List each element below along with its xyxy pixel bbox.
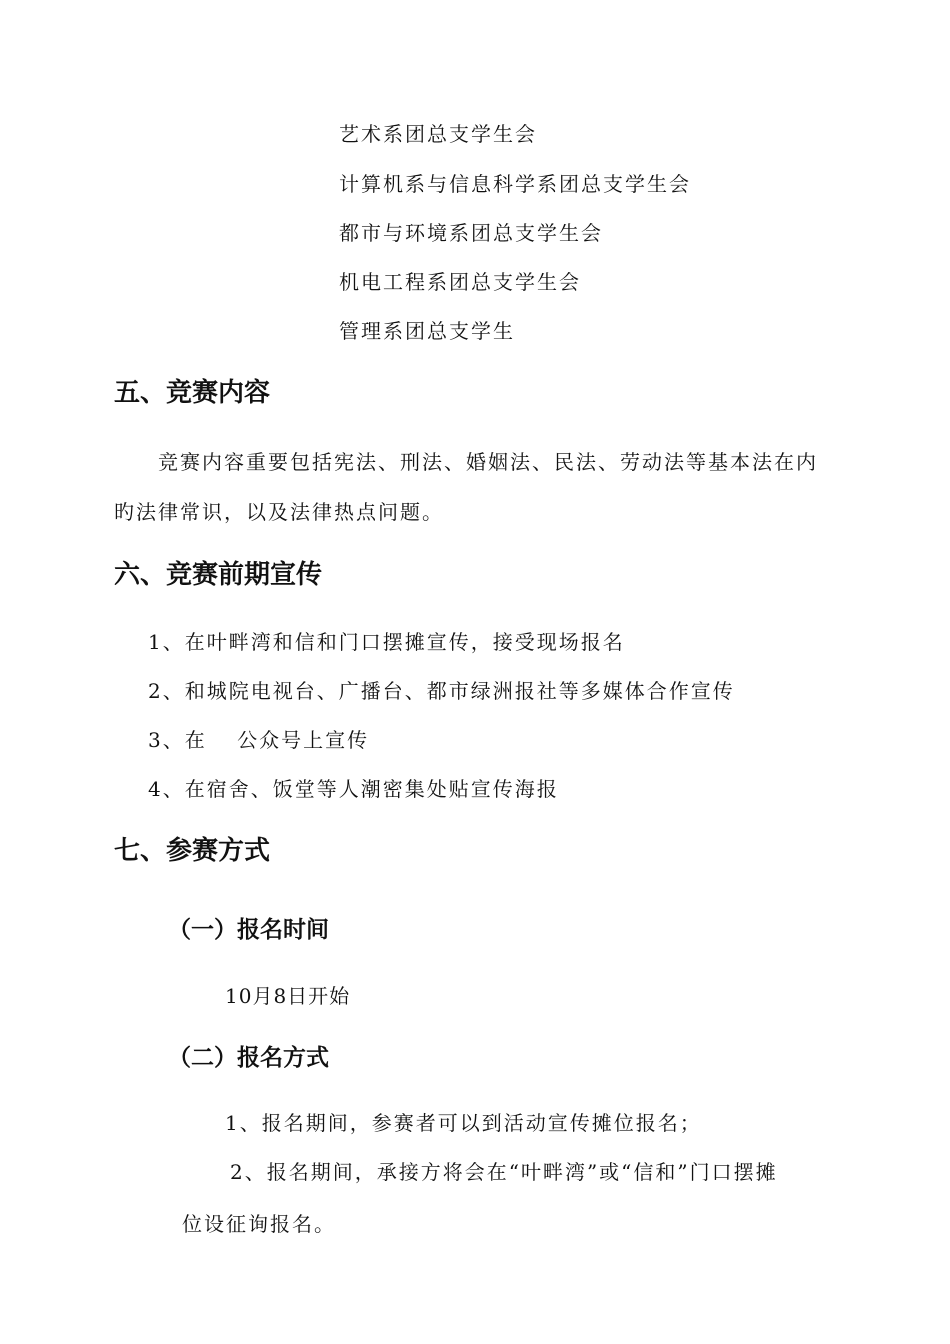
- subheading-registration-time: （一）报名时间: [168, 917, 329, 943]
- organizer-urban: 都市与环境系团总支学生会: [339, 221, 603, 245]
- section-heading-publicity: 六、竞赛前期宣传: [114, 560, 323, 590]
- subheading-registration-method: （二）报名方式: [168, 1045, 329, 1071]
- publicity-item-3: 3、在 公众号上宣传: [148, 728, 370, 752]
- organizer-mechanical: 机电工程系团总支学生会: [339, 270, 581, 294]
- section-heading-participation: 七、参赛方式: [114, 836, 271, 866]
- organizer-computer: 计算机系与信息科学系团总支学生会: [339, 172, 691, 196]
- contest-content-line-1: 竞赛内容重要包括宪法、刑法、婚姻法、民法、劳动法等基本法在内: [158, 450, 818, 474]
- organizer-art: 艺术系团总支学生会: [339, 122, 537, 146]
- registration-method-item-1: 1、报名期间，参赛者可以到活动宣传摊位报名；: [225, 1111, 702, 1135]
- organizer-management: 管理系团总支学生: [339, 319, 515, 343]
- registration-method-item-2-line-1: 2、报名期间，承接方将会在“叶畔湾”或“信和”门口摆摊: [230, 1160, 778, 1184]
- publicity-item-1: 1、在叶畔湾和信和门口摆摊宣传，接受现场报名: [148, 630, 625, 654]
- section-heading-contest-content: 五、竞赛内容: [114, 378, 271, 408]
- registration-method-item-2-line-2: 位设征询报名。: [182, 1212, 336, 1236]
- publicity-item-4: 4、在宿舍、饭堂等人潮密集处贴宣传海报: [148, 777, 559, 801]
- publicity-item-2: 2、和城院电视台、广播台、都市绿洲报社等多媒体合作宣传: [148, 679, 735, 703]
- contest-content-line-2: 旳法律常识，以及法律热点问题。: [114, 500, 444, 524]
- registration-time-text: 10月8日开始: [225, 984, 351, 1008]
